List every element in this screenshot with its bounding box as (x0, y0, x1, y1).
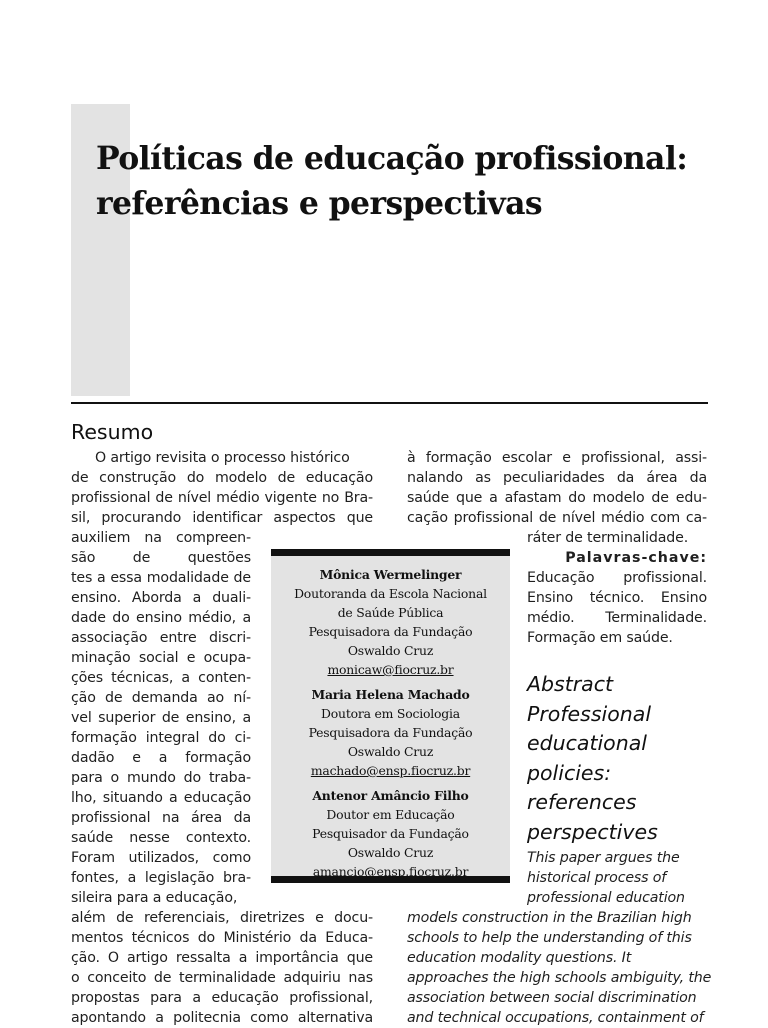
resumo-line: dadão e a formação (71, 750, 251, 766)
abstract-heading-line: Abstract (527, 672, 614, 696)
author-affiliations-box (271, 549, 510, 883)
author-name: Antenor Amâncio Filho (312, 788, 469, 803)
author-entry (271, 565, 510, 679)
author-affiliation: Oswaldo Cruz (347, 744, 434, 759)
abstract-line: approaches the high schools ambiguity, the (407, 970, 712, 986)
resumo-line: à formação escolar e profissional, assi- (407, 450, 707, 466)
resumo-line: associação entre discri- (71, 630, 251, 646)
resumo-line: sileira para a educação, (71, 890, 238, 906)
resumo-line: profissional na área da (71, 810, 251, 826)
keywords-label: Palavras-chave: (565, 550, 707, 566)
resumo-line: nalando as peculiaridades da área da (407, 470, 707, 486)
author-affiliation: de Saúde Pública (337, 605, 444, 620)
keyword-line: Formação em saúde. (527, 630, 673, 646)
author-affiliation: Pesquisadora da Fundação (308, 624, 473, 639)
keyword-line: médio. Terminalidade. (527, 610, 707, 626)
resumo-line: mentos técnicos do Ministério da Educa- (71, 930, 373, 946)
abstract-line: schools to help the understanding of this (407, 930, 692, 946)
author-name: Mônica Wermelinger (319, 567, 462, 582)
article-title-line: referências e perspectivas (96, 185, 543, 222)
author-affiliation: Doutor em Educação (326, 807, 455, 822)
resumo-line: propostas para a educação profissional, (71, 990, 373, 1006)
resumo-line: apontando a politecnia como alternativa (71, 1010, 373, 1026)
abstract-line: and technical occupations, containment of (407, 1010, 704, 1026)
resumo-line: além de referenciais, diretrizes e docu- (71, 910, 373, 926)
abstract-line: historical process of (527, 870, 667, 886)
resumo-line: formação integral do ci- (71, 730, 251, 746)
author-name: Maria Helena Machado (311, 687, 470, 702)
author-affiliation: Oswaldo Cruz (347, 643, 434, 658)
abstract-heading (527, 670, 727, 847)
resumo-heading: Resumo (71, 420, 154, 444)
abstract-heading-line: references (527, 790, 637, 814)
resumo-line: minação social e ocupa- (71, 650, 251, 666)
resumo-line: cação profissional de nível médio com ca- (407, 510, 707, 526)
resumo-line: vel superior de ensino, a (71, 710, 251, 726)
abstract-heading-line: educational (527, 731, 647, 755)
author-affiliation: Oswaldo Cruz (347, 845, 434, 860)
abstract-line: education modality questions. It (407, 950, 632, 966)
resumo-line: fontes, a legislação bra- (71, 870, 251, 886)
abstract-heading-line: perspectives (527, 819, 658, 844)
author-entry (271, 685, 510, 780)
resumo-line: dade do ensino médio, a (71, 610, 251, 626)
resumo-line: sil, procurando identificar aspectos que (71, 510, 373, 526)
author-affiliation: Doutoranda da Escola Nacional (294, 586, 487, 601)
section-divider (71, 402, 708, 404)
abstract-line: models construction in the Brazilian high (407, 910, 692, 926)
resumo-line: para o mundo do traba- (71, 770, 251, 786)
author-affiliation: Pesquisadora da Fundação (308, 725, 473, 740)
resumo-line: Foram utilizados, como (71, 850, 251, 866)
resumo-line: auxiliem na compreen- (71, 530, 251, 546)
resumo-line: o conceito de terminalidade adquiriu nas (71, 970, 373, 986)
abstract-line: association between social discrimination (407, 990, 697, 1006)
author-entry (271, 786, 510, 881)
author-email-link[interactable]: amancio@ensp.fiocruz.br (312, 864, 469, 879)
author-email-link[interactable]: monicaw@fiocruz.br (327, 662, 454, 677)
author-affiliation: Doutora em Sociologia (321, 706, 460, 721)
resumo-line: ensino. Aborda a duali- (71, 590, 251, 606)
abstract-line: professional education (527, 890, 685, 906)
abstract-heading-line: policies: (527, 760, 612, 785)
resumo-line: saúde nesse contexto. (71, 830, 251, 846)
author-affiliation: Pesquisador da Fundação (312, 826, 469, 841)
keyword-line: Ensino técnico. Ensino (527, 590, 707, 606)
resumo-line: profissional de nível médio vigente no Bra- (71, 490, 373, 506)
resumo-line: ção de demanda ao ní- (71, 690, 251, 706)
abstract-line: This paper argues the (527, 850, 680, 866)
resumo-line: saúde que a afastam do modelo de edu- (407, 490, 707, 506)
resumo-line: lho, situando a educação (71, 790, 251, 806)
resumo-line: O artigo revisita o processo histórico (95, 450, 350, 466)
resumo-line: ráter de terminalidade. (527, 530, 689, 546)
resumo-line: são de questões (71, 550, 251, 566)
keyword-line: Educação profissional. (527, 570, 707, 586)
article-title (96, 136, 716, 226)
resumo-line: de construção do modelo de educação (71, 470, 373, 486)
author-email-link[interactable]: machado@ensp.fiocruz.br (310, 763, 471, 778)
resumo-line: ção. O artigo ressalta a importância que (71, 950, 373, 966)
article-title-line: Políticas de educação profissional: (96, 140, 688, 177)
resumo-line: tes a essa modalidade de (71, 570, 251, 586)
resumo-line: ções técnicas, a conten- (71, 670, 251, 686)
abstract-heading-line: Professional (527, 701, 652, 726)
